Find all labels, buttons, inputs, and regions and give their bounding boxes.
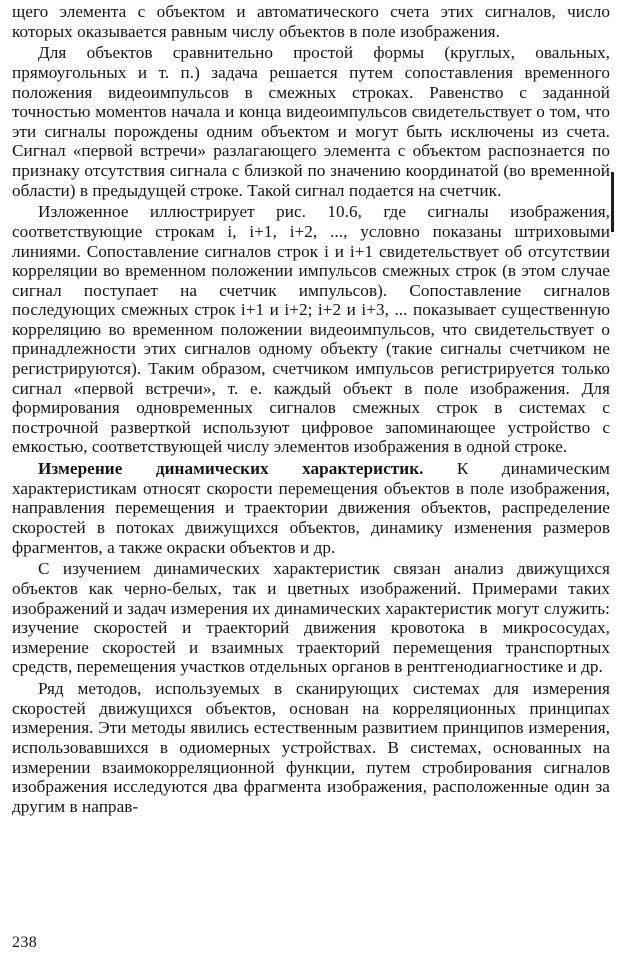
section-heading: Измерение динамических характеристик. xyxy=(38,459,424,479)
paragraph-1 xyxy=(12,2,610,41)
paragraph-1-text: щего элемента с объектом и автоматического счета этих сигналов, число которых оказывается равным числу объектов в поле изображения. xyxy=(12,2,610,41)
margin-change-bar xyxy=(611,172,614,232)
paragraph-2 xyxy=(12,43,610,200)
paragraph-5-text: С изучением динамических характеристик связан анализ движущихся объектов как черно-белых, так и цветных изображений. Примерами таких изображений и задач измерения их динамических характеристик могут служить: изучение скоростей и траекторий движения кровотока в микрососудах, измерение скоростей и взаимных траекторий перемещения транспортных средств, перемещения участков отдельных органов в рентгенодиагностике и др. xyxy=(12,559,610,677)
paragraph-2-text: Для объектов сравнительно простой формы (круглых, овальных, прямоугольных и т. п.) задача решается путем сопоставления временного положения видеоимпульсов в смежных строках. Равенство с заданной точностью моментов начала и конца видеоимпульсов свидетельствует о том, что эти сигналы порождены одним объектом и могут быть исключены из счета. Сигнал «первой встречи» разлагающего элемента с объектом распознается по признаку отсутствия сигнала с близкой по значению координатой (во временной области) в предыдущей строке. Такой сигнал подается на счетчик. xyxy=(12,43,610,200)
paragraph-4-text: К динамическим характеристикам относят скорости перемещения объектов в поле изображения, направления перемещения и траектории движения объектов, распределение скоростей в потоках движущихся объектов, динамику изменения размеров фрагментов, а также окраски объектов и др. xyxy=(12,459,610,557)
paragraph-4 xyxy=(12,459,610,557)
paragraph-6-text: Ряд методов, используемых в сканирующих системах для измерения скоростей движущихся объектов, основан на корреляционных принципах измерения. Эти методы явились естественным развитием принципов измерения, использовавшихся в одиомерных устройствах. В системах, основанных на измерении взаимокорреляционной функции, путем стробирования сигналов изображения исследуются два фрагмента изображения, расположенные один за другим в направ- xyxy=(12,679,610,816)
paragraph-3-text: Изложенное иллюстрирует рис. 10.6, где сигналы изображения, соответствующие строкам i, i+1, i+2, ..., условно показаны штриховыми линиями. Сопоставление сигналов строк i и i+1 свидетельствует об отсутствии корреляции во временном положении импульсов смежных строк (в этом случае сигнал поступает на счетчик импульсов). Сопоставление сигналов последующих смежных строк i+1 и i+2; i+2 и i+3, ... показывает существенную корреляцию во временном положении видеоимпульсов, что свидетельствует о принадлежности этих сигналов одному объекту (такие сигналы счетчиком не регистрируются). Таким образом, счетчиком импульсов регистрируется только сигнал «первой встречи», т. е. каждый объект в поле изображения. Для формирования одновременных сигналов смежных строк в системах с построчной разверткой используют цифровое запоминающее устройство с емкостью, соответствующей числу элементов изображения в одной строке. xyxy=(12,202,610,457)
page-number: 238 xyxy=(12,934,38,951)
paragraph-5 xyxy=(12,559,610,677)
paragraph-3 xyxy=(12,202,610,457)
body-text xyxy=(12,2,610,816)
paragraph-6 xyxy=(12,679,610,816)
